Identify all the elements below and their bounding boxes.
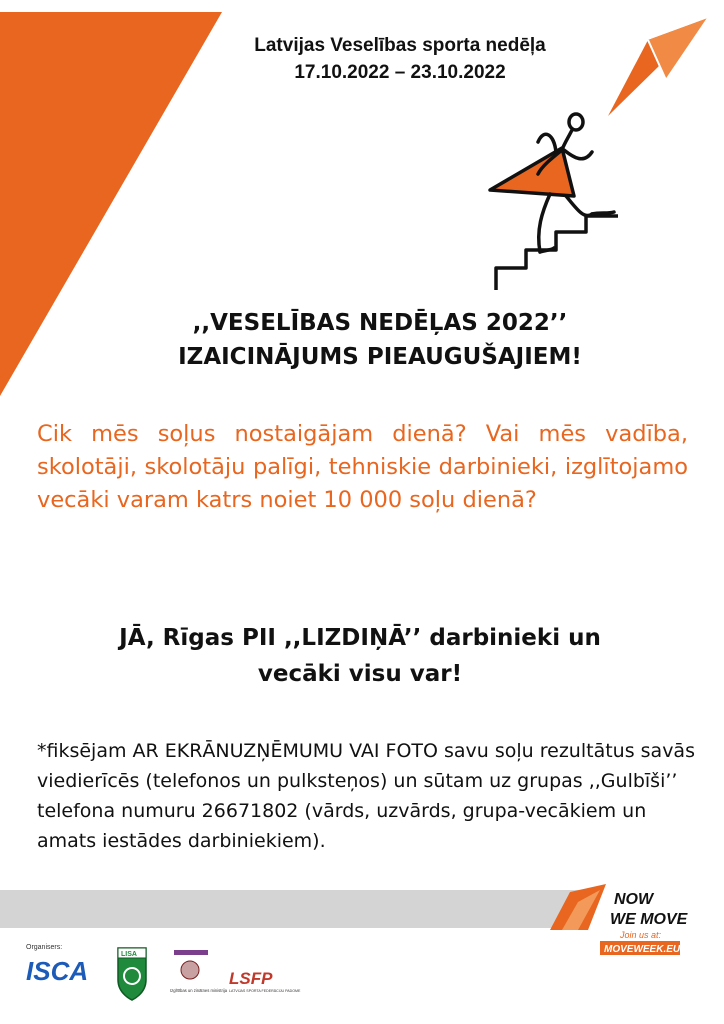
- challenge-title-line1: ,,VESELĪBAS NEDĒĻAS 2022’’: [192, 310, 568, 336]
- join-text: Join us at:: [620, 930, 662, 940]
- question-paragraph: Cik mēs soļus nostaigājam dienā? Vai mēs vadība, skolotāji, skolotāju palīgi, tehniskie darbinieki, izglītojamo vecāki varam katrs noiet 10 000 soļu dienā?: [37, 421, 688, 513]
- event-title: Latvijas Veselības sporta nedēļa: [254, 35, 546, 56]
- instructions-paragraph: *fiksējam AR EKRĀNUZŅĒMUMU VAI FOTO savu soļu rezultātus savās viedierīcēs (telefonos un pulksteņos) un sūtam uz grupas ,,Gulbīši’’ telefona numuru 26671802 (vārds, uzvārds, grupa-vecākiem un amats iestādes darbiniekiem).: [37, 740, 695, 852]
- organiser-logos: [24, 940, 324, 1020]
- lisa-shield-logo: [118, 948, 146, 1000]
- challenge-title: [60, 306, 700, 374]
- lsfp-subtitle: LATVIJAS SPORTA FEDERĀCIJU PADOME: [229, 989, 301, 993]
- organisers-label: Organisers:: [26, 944, 63, 951]
- now-text: NOW: [614, 891, 654, 908]
- svg-text:Izglītības un zinātnes ministr: [170, 988, 228, 993]
- lisa-text: LISA: [121, 951, 137, 958]
- ministry-logo: [170, 950, 228, 993]
- stair-climber-icon: [468, 108, 638, 296]
- moveweek-url: MOVEWEEK.EU: [604, 944, 681, 955]
- answer-line2: vecāki visu var!: [257, 661, 463, 687]
- ministry-text: Izglītības un zinātnes ministrija: [170, 988, 228, 993]
- event-header: [180, 32, 620, 86]
- we-move-text: WE MOVE: [610, 911, 688, 928]
- moveweek-plane-icon: [604, 14, 712, 118]
- challenge-title-line2: IZAICINĀJUMS PIEAUGUŠAJIEM!: [178, 344, 582, 370]
- now-we-move-logo: [548, 884, 724, 958]
- isca-logo: ISCA: [26, 956, 89, 986]
- answer-line1: JĀ, Rīgas PII ,,LIZDIŅĀ’’ darbinieki un: [119, 625, 601, 651]
- lsfp-logo: LSFP: [229, 969, 273, 988]
- event-dates: 17.10.2022 – 23.10.2022: [294, 62, 506, 83]
- answer-statement: [30, 620, 690, 692]
